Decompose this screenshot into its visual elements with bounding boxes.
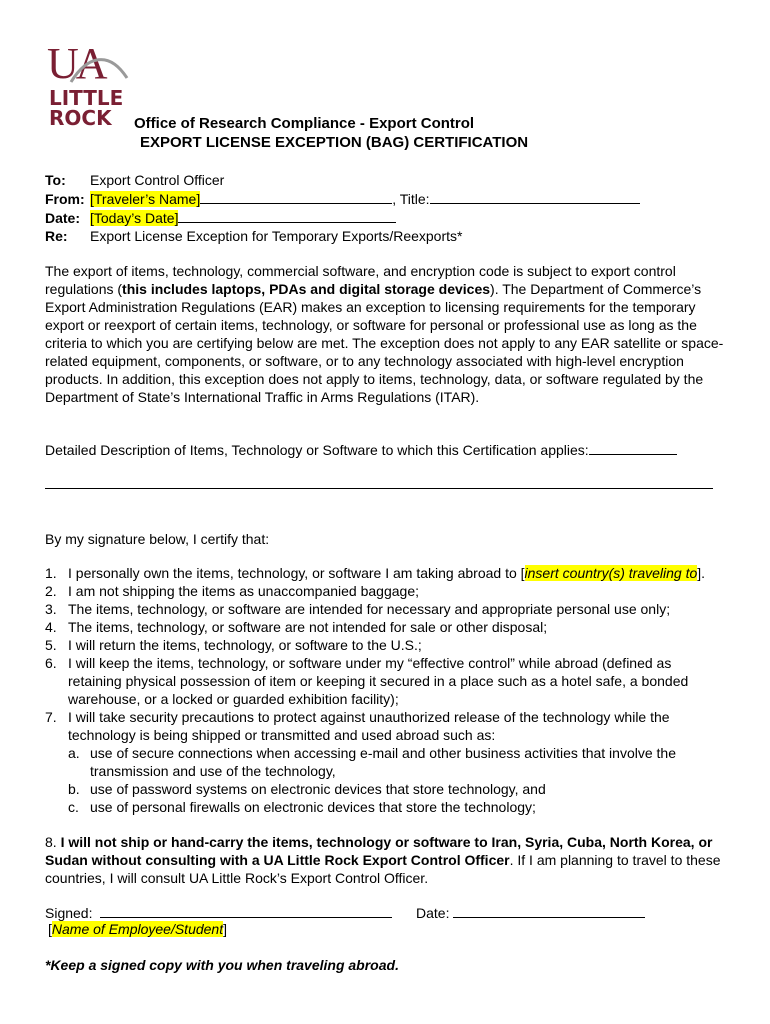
date-label: Date:	[45, 210, 81, 226]
item-number: 2.	[45, 583, 57, 599]
sub-item-letter: c.	[68, 799, 79, 815]
employee-name-row	[48, 921, 227, 937]
sub-item-letter: a.	[68, 745, 80, 761]
re-label: Re:	[45, 228, 68, 244]
description-row	[45, 440, 725, 459]
country-field[interactable]: insert country(s) traveling to	[524, 565, 698, 581]
bracket-open: [	[48, 921, 52, 937]
employee-name-field[interactable]: Name of Employee/Student	[51, 921, 224, 937]
item-number: 6.	[45, 655, 57, 671]
item-text: I will keep the items, technology, or software under my “effective control” while abroad (defined as retaining physical possession of item or keeping it secured in a place such as a hotel safe, a bonded warehouse, or a locked or guarded exhibition facility);	[68, 655, 689, 707]
item-text: I will take security precautions to protect against unauthorized release of the technology while the technology is being shipped or transmitted and used abroad such as:	[68, 709, 670, 743]
item-text: I am not shipping the items as unaccompanied baggage;	[68, 583, 420, 599]
logo-ua-text: UA	[47, 39, 105, 88]
item-number: 1.	[45, 565, 57, 581]
list-item	[45, 708, 725, 816]
title-field[interactable]	[430, 189, 640, 204]
signature-date-field[interactable]	[453, 903, 645, 918]
item-text: The items, technology, or software are intended for necessary and appropriate personal use only;	[68, 601, 671, 617]
list-item	[45, 654, 725, 708]
description-line-2[interactable]	[45, 488, 713, 489]
to-value: Export Control Officer	[90, 172, 225, 188]
title-label: , Title:	[392, 191, 430, 207]
memo-from-row	[45, 189, 640, 208]
from-underline	[200, 189, 392, 204]
todays-date-field[interactable]: [Today’s Date]	[90, 210, 179, 226]
bracket-close: ]	[223, 921, 227, 937]
memo-block	[45, 171, 640, 245]
intro-paragraph	[45, 262, 725, 406]
sub-item-letter: b.	[68, 781, 80, 797]
certify-intro: By my signature below, I certify that:	[45, 531, 270, 547]
sub-item-text: use of secure connections when accessing e-mail and other business activities that involve the transmission and use of the technology,	[90, 745, 676, 779]
intro-text-1: The export of items, technology, commercial software, and encryption code is subject to export control regulations (	[45, 263, 676, 297]
item-text: The items, technology, or software are not intended for sale or other disposal;	[68, 619, 548, 635]
memo-re-row	[45, 227, 640, 245]
sub-item-text: use of password systems on electronic devices that store technology, and	[90, 781, 546, 797]
from-label: From:	[45, 191, 85, 207]
sub-list	[68, 744, 725, 816]
item-text-end: ].	[697, 565, 706, 581]
sub-item-text: use of personal firewalls on electronic devices that store the technology;	[90, 799, 536, 815]
ua-little-rock-logo	[47, 39, 129, 130]
re-value: Export License Exception for Temporary Exports/Reexports*	[90, 228, 463, 244]
sub-list-item	[68, 780, 725, 798]
list-item	[45, 582, 725, 600]
certification-list	[45, 564, 725, 816]
logo-rock-text: ROCK	[49, 106, 112, 130]
signature-field[interactable]	[100, 903, 392, 918]
intro-bold: this includes laptops, PDAs and digital storage devices	[122, 281, 491, 297]
travelers-name-field[interactable]: [Traveler’s Name]	[90, 191, 201, 207]
to-label: To:	[45, 172, 66, 188]
list-item	[45, 618, 725, 636]
item-text: I personally own the items, technology, or software I am taking abroad to [	[68, 565, 525, 581]
logo-swoosh-icon	[69, 52, 129, 86]
signature-date-label: Date:	[416, 905, 450, 921]
logo-little-text: LITTLE	[49, 86, 124, 110]
signature-date-row	[416, 903, 645, 921]
list-item	[45, 600, 725, 618]
sub-list-item	[68, 744, 725, 780]
intro-text-2: ). The Department of Commerce’s Export Administration Regulations (EAR) makes an exception to licensing requirements for the temporary export or reexport of certain items, technology, or software for personal or professional use as long as the criteria to which you are certifying below are met. The exception does not apply to any EAR satellite or space-related equipment, components, or software, or to any technology associated with high-level encryption products. In addition, this exception does not apply to items, technology, data, or software regulated by the Department of State’s International Traffic in Arms Regulations (ITAR).	[45, 281, 724, 405]
memo-date-row	[45, 208, 640, 227]
item-number: 4.	[45, 619, 57, 635]
office-title: Office of Research Compliance - Export Control	[134, 115, 475, 132]
item-text: I will return the items, technology, or software to the U.S.;	[68, 637, 422, 653]
signed-row	[45, 903, 392, 922]
item-8-number: 8.	[45, 834, 57, 850]
item-8-text: . If I am planning to travel to these countries, I will consult UA Little Rock’s Export Control Officer.	[45, 852, 721, 886]
item-number: 7.	[45, 709, 57, 725]
date-underline	[178, 208, 396, 223]
description-field[interactable]	[589, 440, 677, 455]
list-item	[45, 564, 725, 582]
item-number: 5.	[45, 637, 57, 653]
sub-list-item	[68, 798, 725, 816]
item-number: 3.	[45, 601, 57, 617]
description-label: Detailed Description of Items, Technology or Software to which this Certification applies:	[45, 442, 589, 458]
item-8-paragraph	[45, 833, 725, 887]
footer-note: *Keep a signed copy with you when traveling abroad.	[45, 957, 399, 973]
item-8-bold: I will not ship or hand-carry the items, technology or software to Iran, Syria, Cuba, North Korea, or Sudan without consulting with a UA Little Rock Export Control Officer	[45, 834, 713, 868]
signed-label: Signed:	[45, 905, 93, 921]
document-title: EXPORT LICENSE EXCEPTION (BAG) CERTIFICATION	[140, 134, 529, 151]
list-item	[45, 636, 725, 654]
memo-to-row	[45, 171, 640, 189]
